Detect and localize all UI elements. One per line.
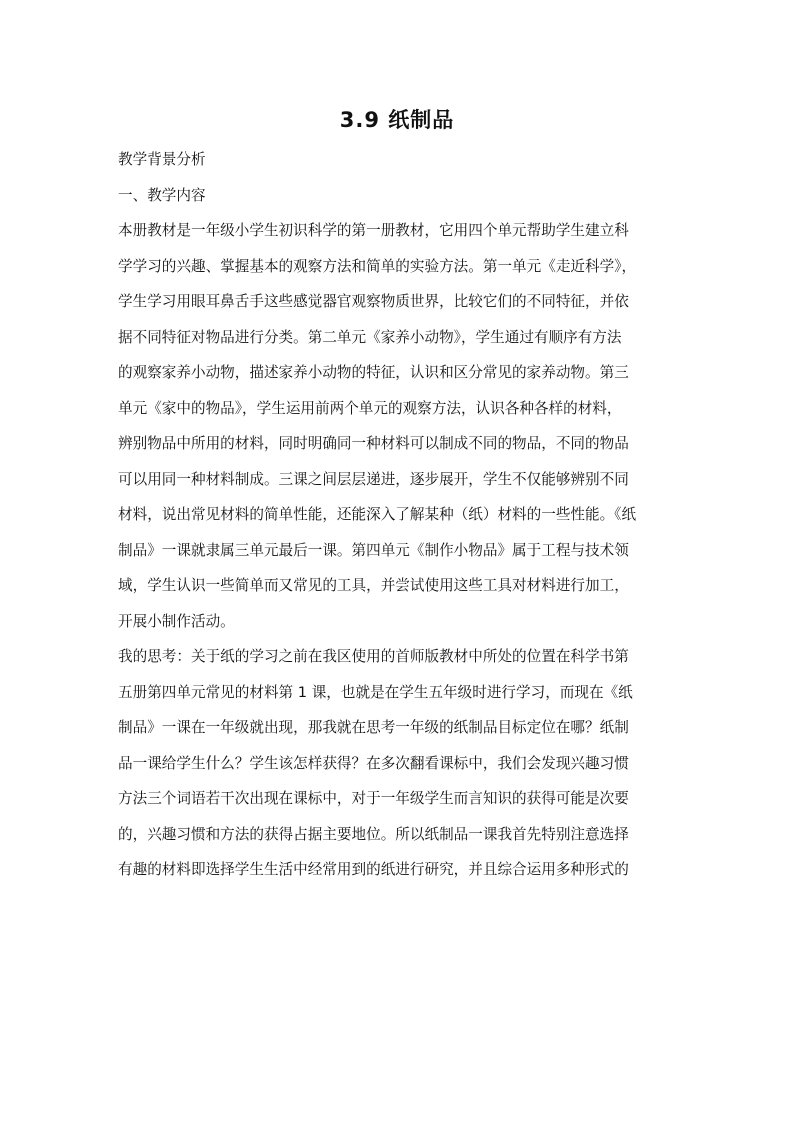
paragraph-line: 开展小制作活动。 xyxy=(118,612,235,630)
paragraph-line: 学生学习用眼耳鼻舌手这些感觉器官观察物质世界，比较它们的不同特征，并依 xyxy=(118,293,629,310)
document-body xyxy=(118,142,678,888)
document-title: 3.9 纸制品 xyxy=(339,108,455,132)
paragraph-line: 本册教材是一年级小学生初识科学的第一册教材，它用四个单元帮助学生建立科 xyxy=(118,222,629,239)
paragraph-line: 制品》一课就隶属三单元最后一课。第四单元《制作小物品》属于工程与技术领 xyxy=(118,541,629,559)
paragraph-line: 方法三个词语若干次出现在课标中，对于一年级学生而言知识的获得可能是次要 xyxy=(118,790,629,807)
paragraph-line: 学学习的兴趣、掌握基本的观察方法和简单的实验方法。第一单元《走近科学》， xyxy=(118,257,637,275)
paragraph-line: 有趣的材料即选择学生生活中经常用到的纸进行研究，并且综合运用多种形式的 xyxy=(118,861,629,878)
paragraph-line: 的，兴趣习惯和方法的获得占据主要地位。所以纸制品一课我首先特别注意选择 xyxy=(118,825,629,843)
paragraph-line: 域，学生认识一些简单而又常见的工具，并尝试使用这些工具对材料进行加工， xyxy=(118,577,629,594)
section-heading-content: 一、教学内容 xyxy=(118,186,206,204)
paragraph-line: 可以用同一种材料制成。三课之间层层递进，逐步展开，学生不仅能够辨别不同 xyxy=(118,470,629,488)
paragraph-line: 制品》一课在一年级就出现，那我就在思考一年级的纸制品目标定位在哪？纸制 xyxy=(118,719,629,736)
paragraph-line: 材料，说出常见材料的简单性能，还能深入了解某种（纸）材料的一些性能。《纸 xyxy=(118,506,637,523)
paragraph-line: 单元《家中的物品》，学生运用前两个单元的观察方法，认识各种各样的材料， xyxy=(118,399,622,417)
paragraph-line: 辨别物品中所用的材料，同时明确同一种材料可以制成不同的物品，不同的物品 xyxy=(118,435,629,452)
paragraph-line: 品一课给学生什么？学生该怎样获得？在多次翻看课标中，我们会发现兴趣习惯 xyxy=(118,754,629,772)
section-heading-background: 教学背景分析 xyxy=(118,151,206,168)
paragraph-line: 五册第四单元常见的材料第 1 课，也就是在学生五年级时进行学习，而现在《纸 xyxy=(118,683,633,701)
paragraph-line: 据不同特征对物品进行分类。第二单元《家养小动物》，学生通过有顺序有方法 xyxy=(118,328,622,346)
paragraph-line: 我的思考：关于纸的学习之前在我区使用的首师版教材中所处的位置在科学书第 xyxy=(118,648,629,665)
paragraph-line: 的观察家养小动物，描述家养小动物的特征，认识和区分常见的家养动物。第三 xyxy=(118,364,629,381)
